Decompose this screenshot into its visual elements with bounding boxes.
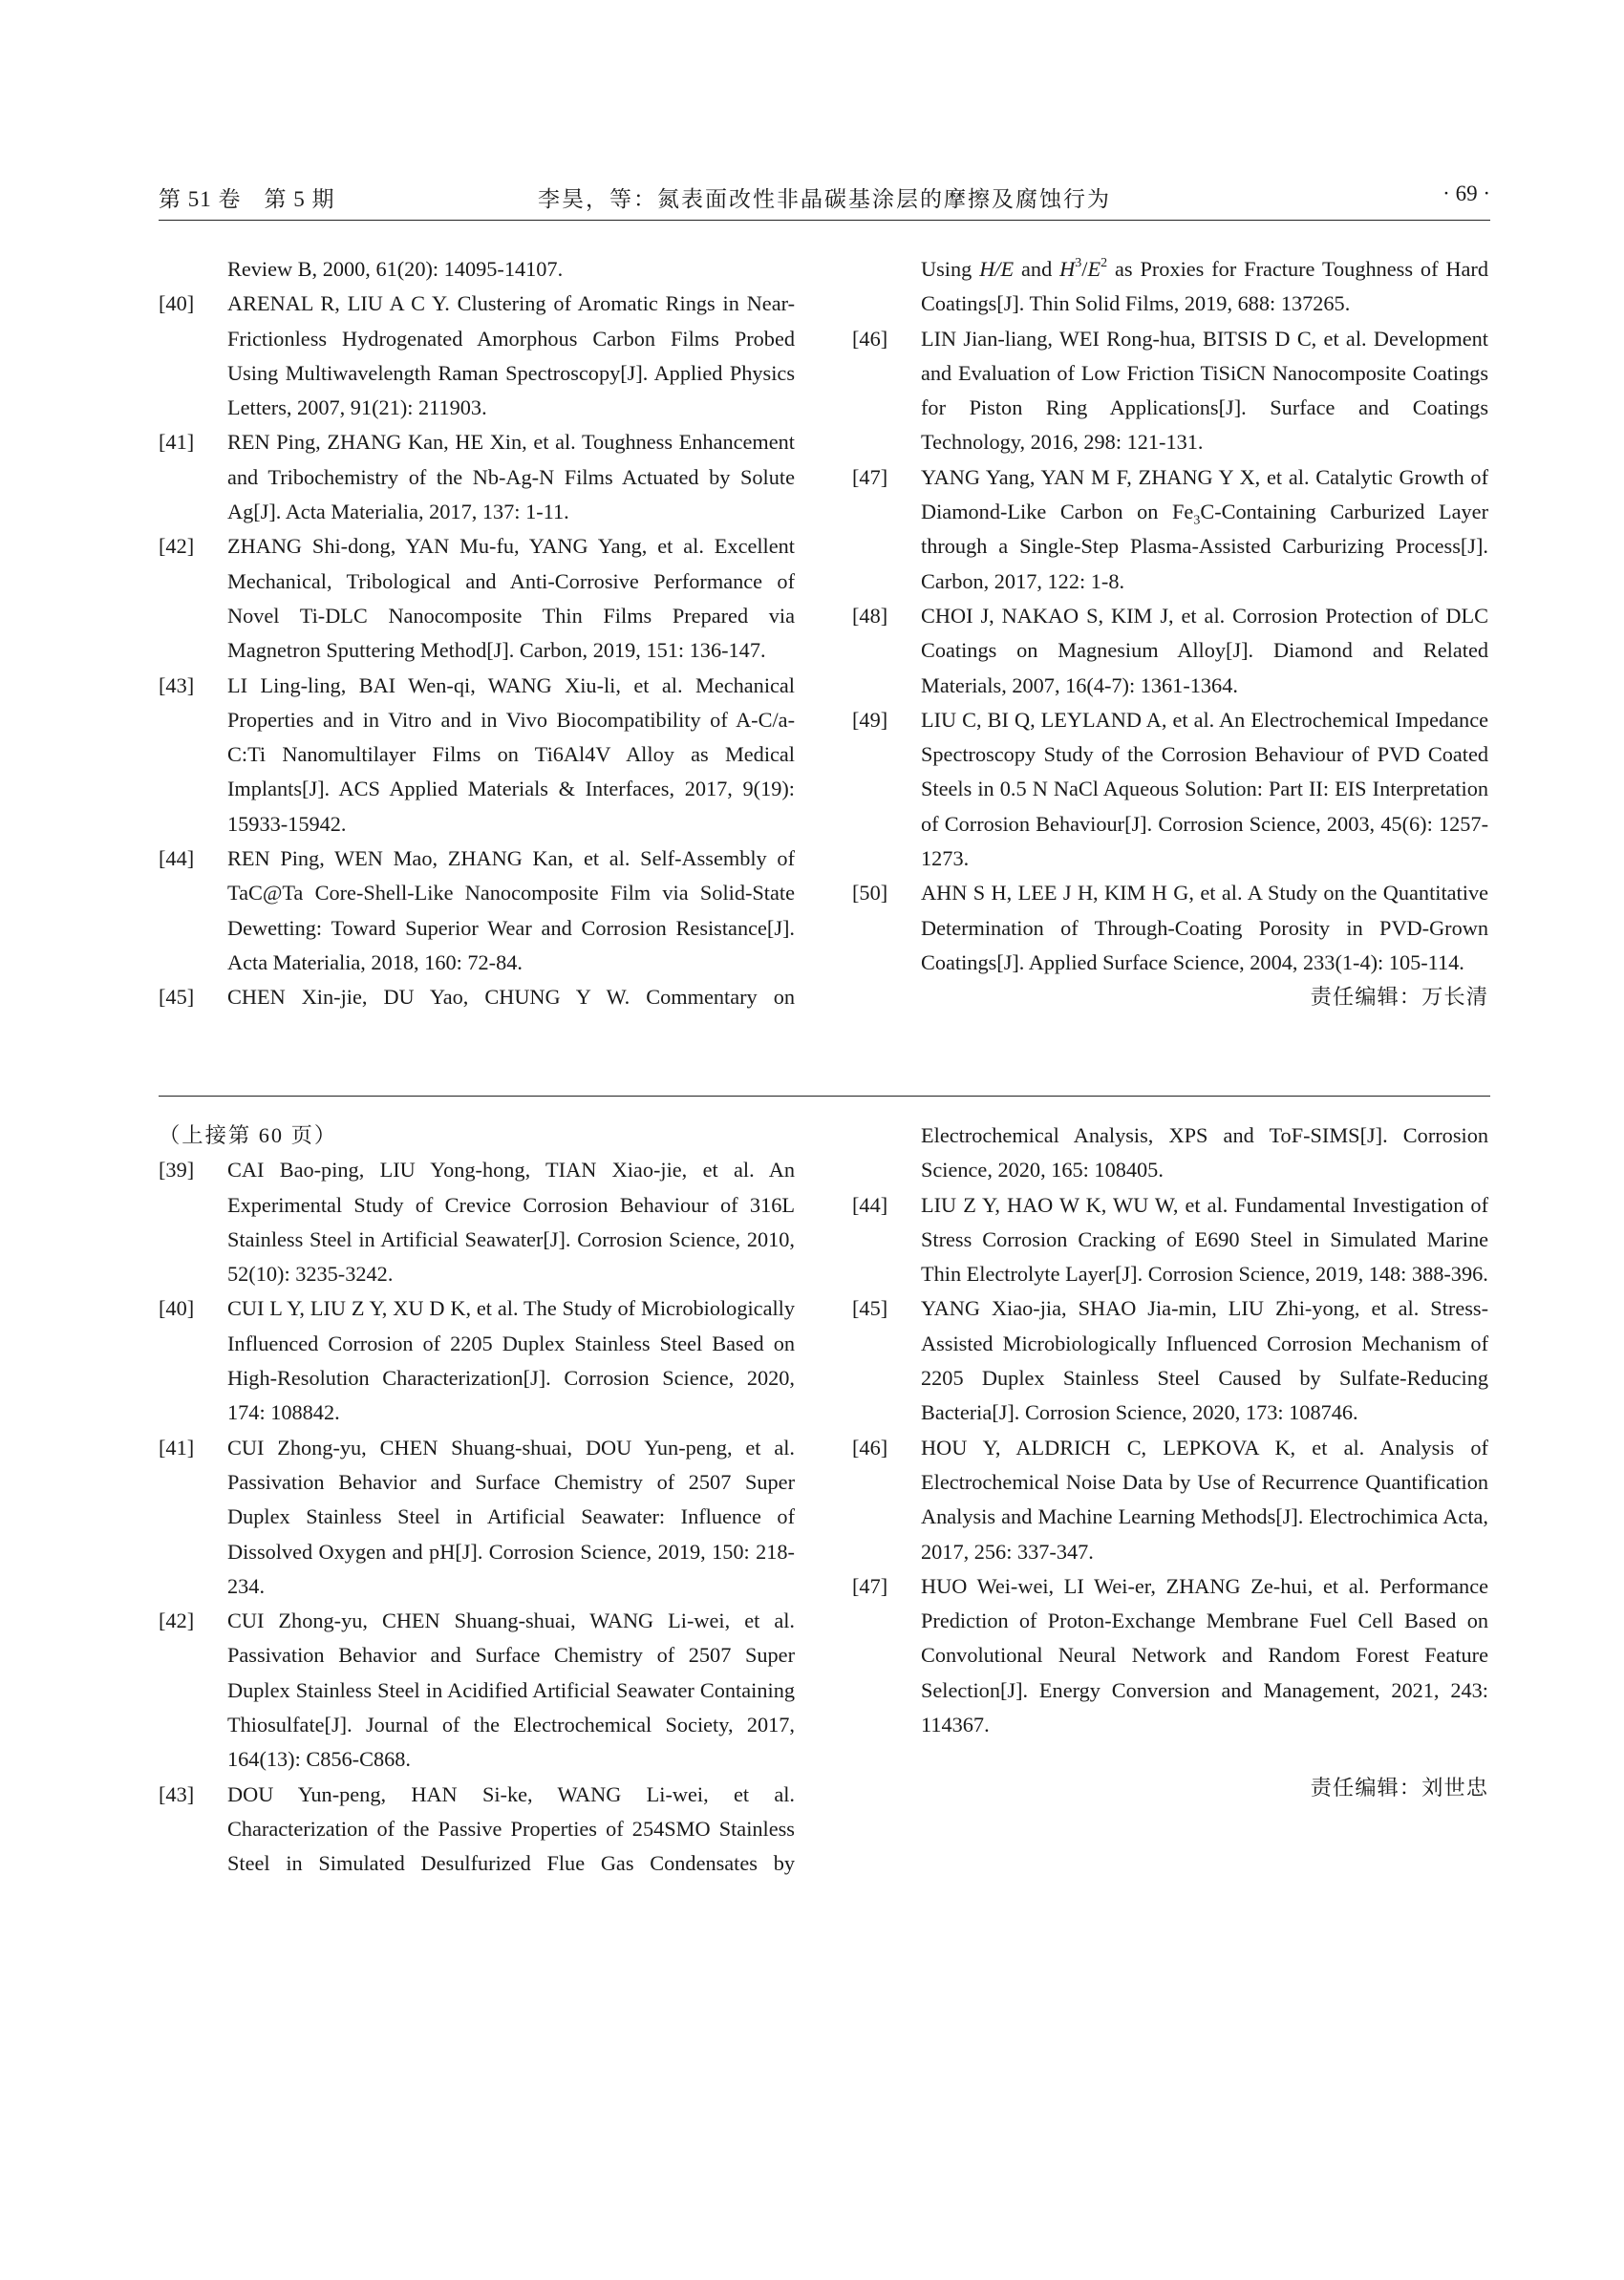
- reference-item: [46] HOU Y, ALDRICH C, LEPKOVA K, et al. Analysis of Electrochemical Noise Data by Use of Recurrence Quantification Analysis and Machine Learning Methods[J]. Electrochimica Acta, 2017, 256: 337-347.: [852, 1435, 1488, 1564]
- reference-item: [48] CHOI J, NAKAO S, KIM J, et al. Corrosion Protection of DLC Coatings on Magnesium Alloy[J]. Diamond and Related Materials, 2007, 16(4-7): 1361-1364.: [852, 603, 1488, 697]
- article-running-title: 李昊，等：氮表面改性非晶碳基涂层的摩擦及腐蚀行为: [538, 187, 1111, 211]
- continued-from-note: （上接第 60 页）: [159, 1123, 338, 1147]
- page-number: · 69 ·: [1442, 181, 1490, 205]
- bottom-left-column: [159, 1119, 795, 1882]
- reference-item: [41] CUI Zhong-yu, CHEN Shuang-shuai, DOU Yun-peng, et al. Passivation Behavior and Surface Chemistry of 2507 Super Duplex Stainless Steel in Artificial Seawater: Influence of Dissolved Oxygen and pH[J]. Corrosion Science, 2019, 150: 218-234.: [159, 1435, 795, 1598]
- responsible-editor: 责任编辑：万长清: [1310, 985, 1488, 1010]
- reference-item: [42] CUI Zhong-yu, CHEN Shuang-shuai, WANG Li-wei, et al. Passivation Behavior and Surface Chemistry of 2507 Super Duplex Stainless Steel in Acidified Artificial Seawater Containing Thiosulfate[J]. Journal of the Electrochemical Society, 2017, 164(13): C856-C868.: [159, 1609, 795, 1772]
- reference-item: [50] AHN S H, LEE J H, KIM H G, et al. A Study on the Quantitative Determination of Through-Coating Porosity in PVD-Grown Coatings[J]. Applied Surface Science, 2004, 233(1-4): 105-114.: [852, 881, 1488, 974]
- reference-item: [44] REN Ping, WEN Mao, ZHANG Kan, et al. Self-Assembly of TaC@Ta Core-Shell-Like Nanocomposite Film via Solid-State Dewetting: Toward Superior Wear and Corrosion Resistance[J]. Acta Materialia, 2018, 160: 72-84.: [159, 846, 795, 974]
- responsible-editor: 责任编辑：刘世忠: [1310, 1776, 1488, 1801]
- reference-item: [41] REN Ping, ZHANG Kan, HE Xin, et al. Toughness Enhancement and Tribochemistry of the Nb-Ag-N Films Actuated by Solute Ag[J]. Acta Materialia, 2017, 137: 1-11.: [159, 430, 795, 524]
- bottom-right-column: [852, 1119, 1488, 1806]
- reference-item: [47] HUO Wei-wei, LI Wei-er, ZHANG Ze-hui, et al. Performance Prediction of Proton-Exchange Membrane Fuel Cell Based on Convolutional Neural Network and Random Forest Feature Selection[J]. Energy Conversion and Management, 2021, 243: 114367.: [852, 1573, 1488, 1737]
- reference-item: [45] CHEN Xin-jie, DU Yao, CHUNG Y W. Commentary on: [159, 985, 795, 1010]
- reference-item: [43] DOU Yun-peng, HAN Si-ke, WANG Li-wei, et al. Characterization of the Passive Properties of 254SMO Stainless Steel in Simulated Desulfurized Flue Gas Condensates by: [159, 1781, 795, 1876]
- reference-continuation: Review B, 2000, 61(20): 14095-14107.: [227, 257, 564, 281]
- running-header: [159, 180, 1490, 221]
- top-left-column: [159, 252, 795, 1015]
- reference-item: [39] CAI Bao-ping, LIU Yong-hong, TIAN Xiao-jie, et al. An Experimental Study of Crevice Corrosion Behaviour of 316L Stainless Steel in Artificial Seawater[J]. Corrosion Science, 2010, 52(10): 3235-3242.: [159, 1158, 795, 1287]
- reference-item: [47] YANG Yang, YAN M F, ZHANG Y X, et al. Catalytic Growth of Diamond-Like Carbon on $Fe_3C$-Containing Carburized Layer through a Single-Step Plasma-Assisted Carburizing Process[J]. Carbon, 2017, 122: 1-8.: [852, 464, 1488, 593]
- journal-volume-issue: 第 51 卷 第 5 期: [159, 187, 335, 211]
- top-right-column: [852, 252, 1488, 1015]
- reference-item: [45] YANG Xiao-jia, SHAO Jia-min, LIU Zhi-yong, et al. Stress-Assisted Microbiologically Influenced Corrosion Mechanism of 2205 Duplex Stainless Steel Caused by Sulfate-Reducing Bacteria[J]. Corrosion Science, 2020, 173: 108746.: [852, 1296, 1488, 1425]
- reference-continuation: Using H/E and $H^3/E^2$ as Proxies for Fracture Toughness of Hard Coatings[J]. Thin Solid Films, 2019, 688: 137265.: [921, 255, 1488, 316]
- reference-item: [40] CUI L Y, LIU Z Y, XU D K, et al. The Study of Microbiologically Influenced Corrosion of 2205 Duplex Stainless Steel Based on High-Resolution Characterization[J]. Corrosion Science, 2020, 174: 108842.: [159, 1296, 795, 1425]
- section-divider: [159, 1096, 1490, 1097]
- reference-item: [42] ZHANG Shi-dong, YAN Mu-fu, YANG Yang, et al. Excellent Mechanical, Tribological and Anti-Corrosive Performance of Novel Ti-DLC Nanocomposite Thin Films Prepared via Magnetron Sputtering Method[J]. Carbon, 2019, 151: 136-147.: [159, 534, 795, 663]
- reference-item: [44] LIU Z Y, HAO W K, WU W, et al. Fundamental Investigation of Stress Corrosion Cracking of E690 Steel in Simulated Marine Thin Electrolyte Layer[J]. Corrosion Science, 2019, 148: 388-396.: [852, 1192, 1488, 1287]
- reference-item: [40] ARENAL R, LIU A C Y. Clustering of Aromatic Rings in Near-Frictionless Hydrogenated Amorphous Carbon Films Probed Using Multiwavelength Raman Spectroscopy[J]. Applied Physics Letters, 2007, 91(21): 211903.: [159, 291, 795, 420]
- reference-item: [49] LIU C, BI Q, LEYLAND A, et al. An Electrochemical Impedance Spectroscopy Study of the Corrosion Behaviour of PVD Coated Steels in 0.5 N NaCl Aqueous Solution: Part II: EIS Interpretation of Corrosion Behaviour[J]. Corrosion Science, 2003, 45(6): 1257-1273.: [852, 707, 1488, 871]
- reference-item: [46] LIN Jian-liang, WEI Rong-hua, BITSIS D C, et al. Development and Evaluation of Low Friction TiSiCN Nanocomposite Coatings for Piston Ring Applications[J]. Surface and Coatings Technology, 2016, 298: 121-131.: [852, 326, 1488, 455]
- reference-continuation: Electrochemical Analysis, XPS and ToF-SIMS[J]. Corrosion Science, 2020, 165: 108405.: [921, 1123, 1488, 1183]
- reference-item: [43] LI Ling-ling, BAI Wen-qi, WANG Xiu-li, et al. Mechanical Properties and in Vitro and in Vivo Biocompatibility of A-C/a-C:Ti Nanomultilayer Films on Ti6Al4V Alloy as Medical Implants[J]. ACS Applied Materials & Interfaces, 2017, 9(19): 15933-15942.: [159, 672, 795, 836]
